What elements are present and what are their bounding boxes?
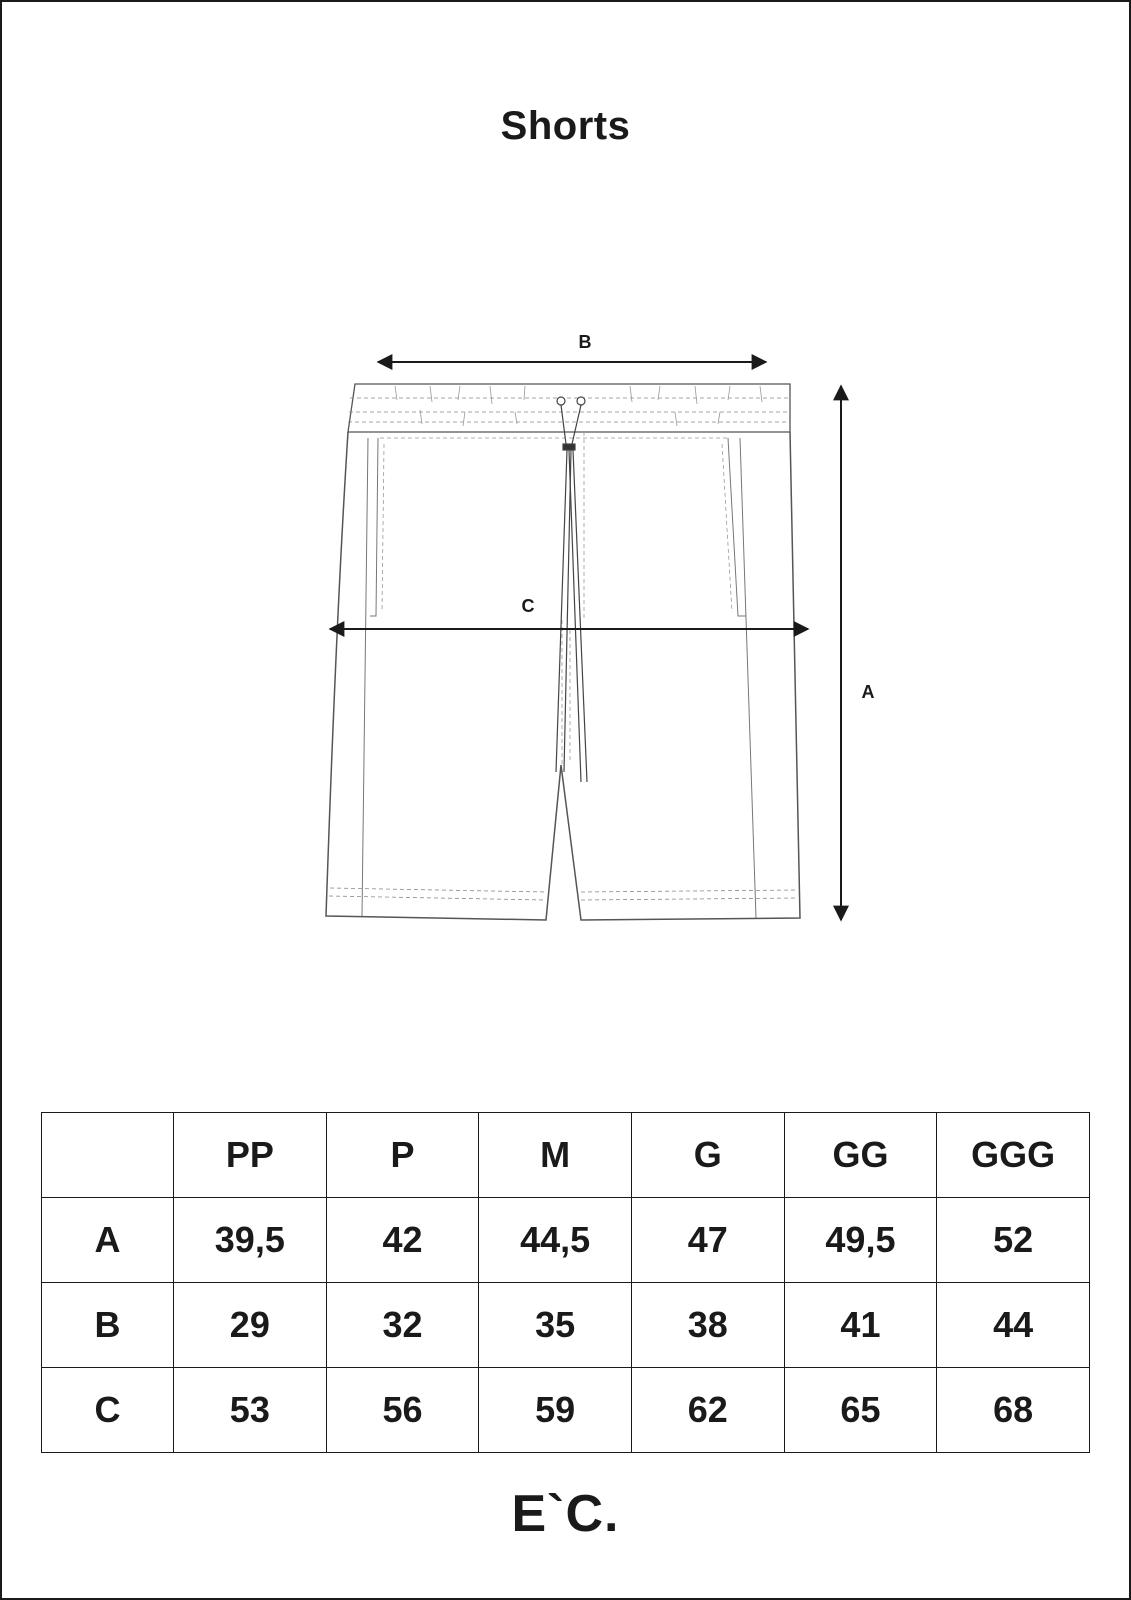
table-cell: 41 [784, 1283, 937, 1368]
row-label: B [42, 1283, 174, 1368]
table-cell: 32 [326, 1283, 479, 1368]
table-cell: 65 [784, 1368, 937, 1453]
table-cell: 49,5 [784, 1198, 937, 1283]
drawstring [556, 397, 587, 782]
table-cell: 39,5 [174, 1198, 327, 1283]
table-header-cell: PP [174, 1113, 327, 1198]
table-cell: 59 [479, 1368, 632, 1453]
row-label: A [42, 1198, 174, 1283]
table-row [42, 1283, 1090, 1368]
table-header-cell: G [631, 1113, 784, 1198]
table-cell: 68 [937, 1368, 1090, 1453]
table-cell: 62 [631, 1368, 784, 1453]
size-table [41, 1112, 1090, 1453]
table-cell: 52 [937, 1198, 1090, 1283]
table-cell: 44 [937, 1283, 1090, 1368]
table-cell: 42 [326, 1198, 479, 1283]
table-row [42, 1198, 1090, 1283]
table-header-cell: GGG [937, 1113, 1090, 1198]
table-row [42, 1368, 1090, 1453]
measure-b-label: B [578, 332, 592, 352]
table-cell: 44,5 [479, 1198, 632, 1283]
row-label: C [42, 1368, 174, 1453]
table-cell: 35 [479, 1283, 632, 1368]
measure-a-label: A [861, 682, 875, 702]
table-cell: 56 [326, 1368, 479, 1453]
page-title: Shorts [500, 104, 631, 148]
shorts-outline [326, 432, 800, 920]
waistband [348, 384, 790, 432]
measure-c-label: C [521, 596, 535, 616]
table-header-cell [42, 1113, 174, 1198]
table-header-cell: GG [784, 1113, 937, 1198]
table-cell: 47 [631, 1198, 784, 1283]
shorts-diagram-svg [300, 320, 900, 940]
table-cell: 29 [174, 1283, 327, 1368]
shorts-diagram [300, 320, 900, 940]
brand-logo: E`C. [511, 1485, 620, 1543]
table-header-row [42, 1113, 1090, 1198]
table-header-cell: M [479, 1113, 632, 1198]
table-header-cell: P [326, 1113, 479, 1198]
table-cell: 53 [174, 1368, 327, 1453]
table-cell: 38 [631, 1283, 784, 1368]
